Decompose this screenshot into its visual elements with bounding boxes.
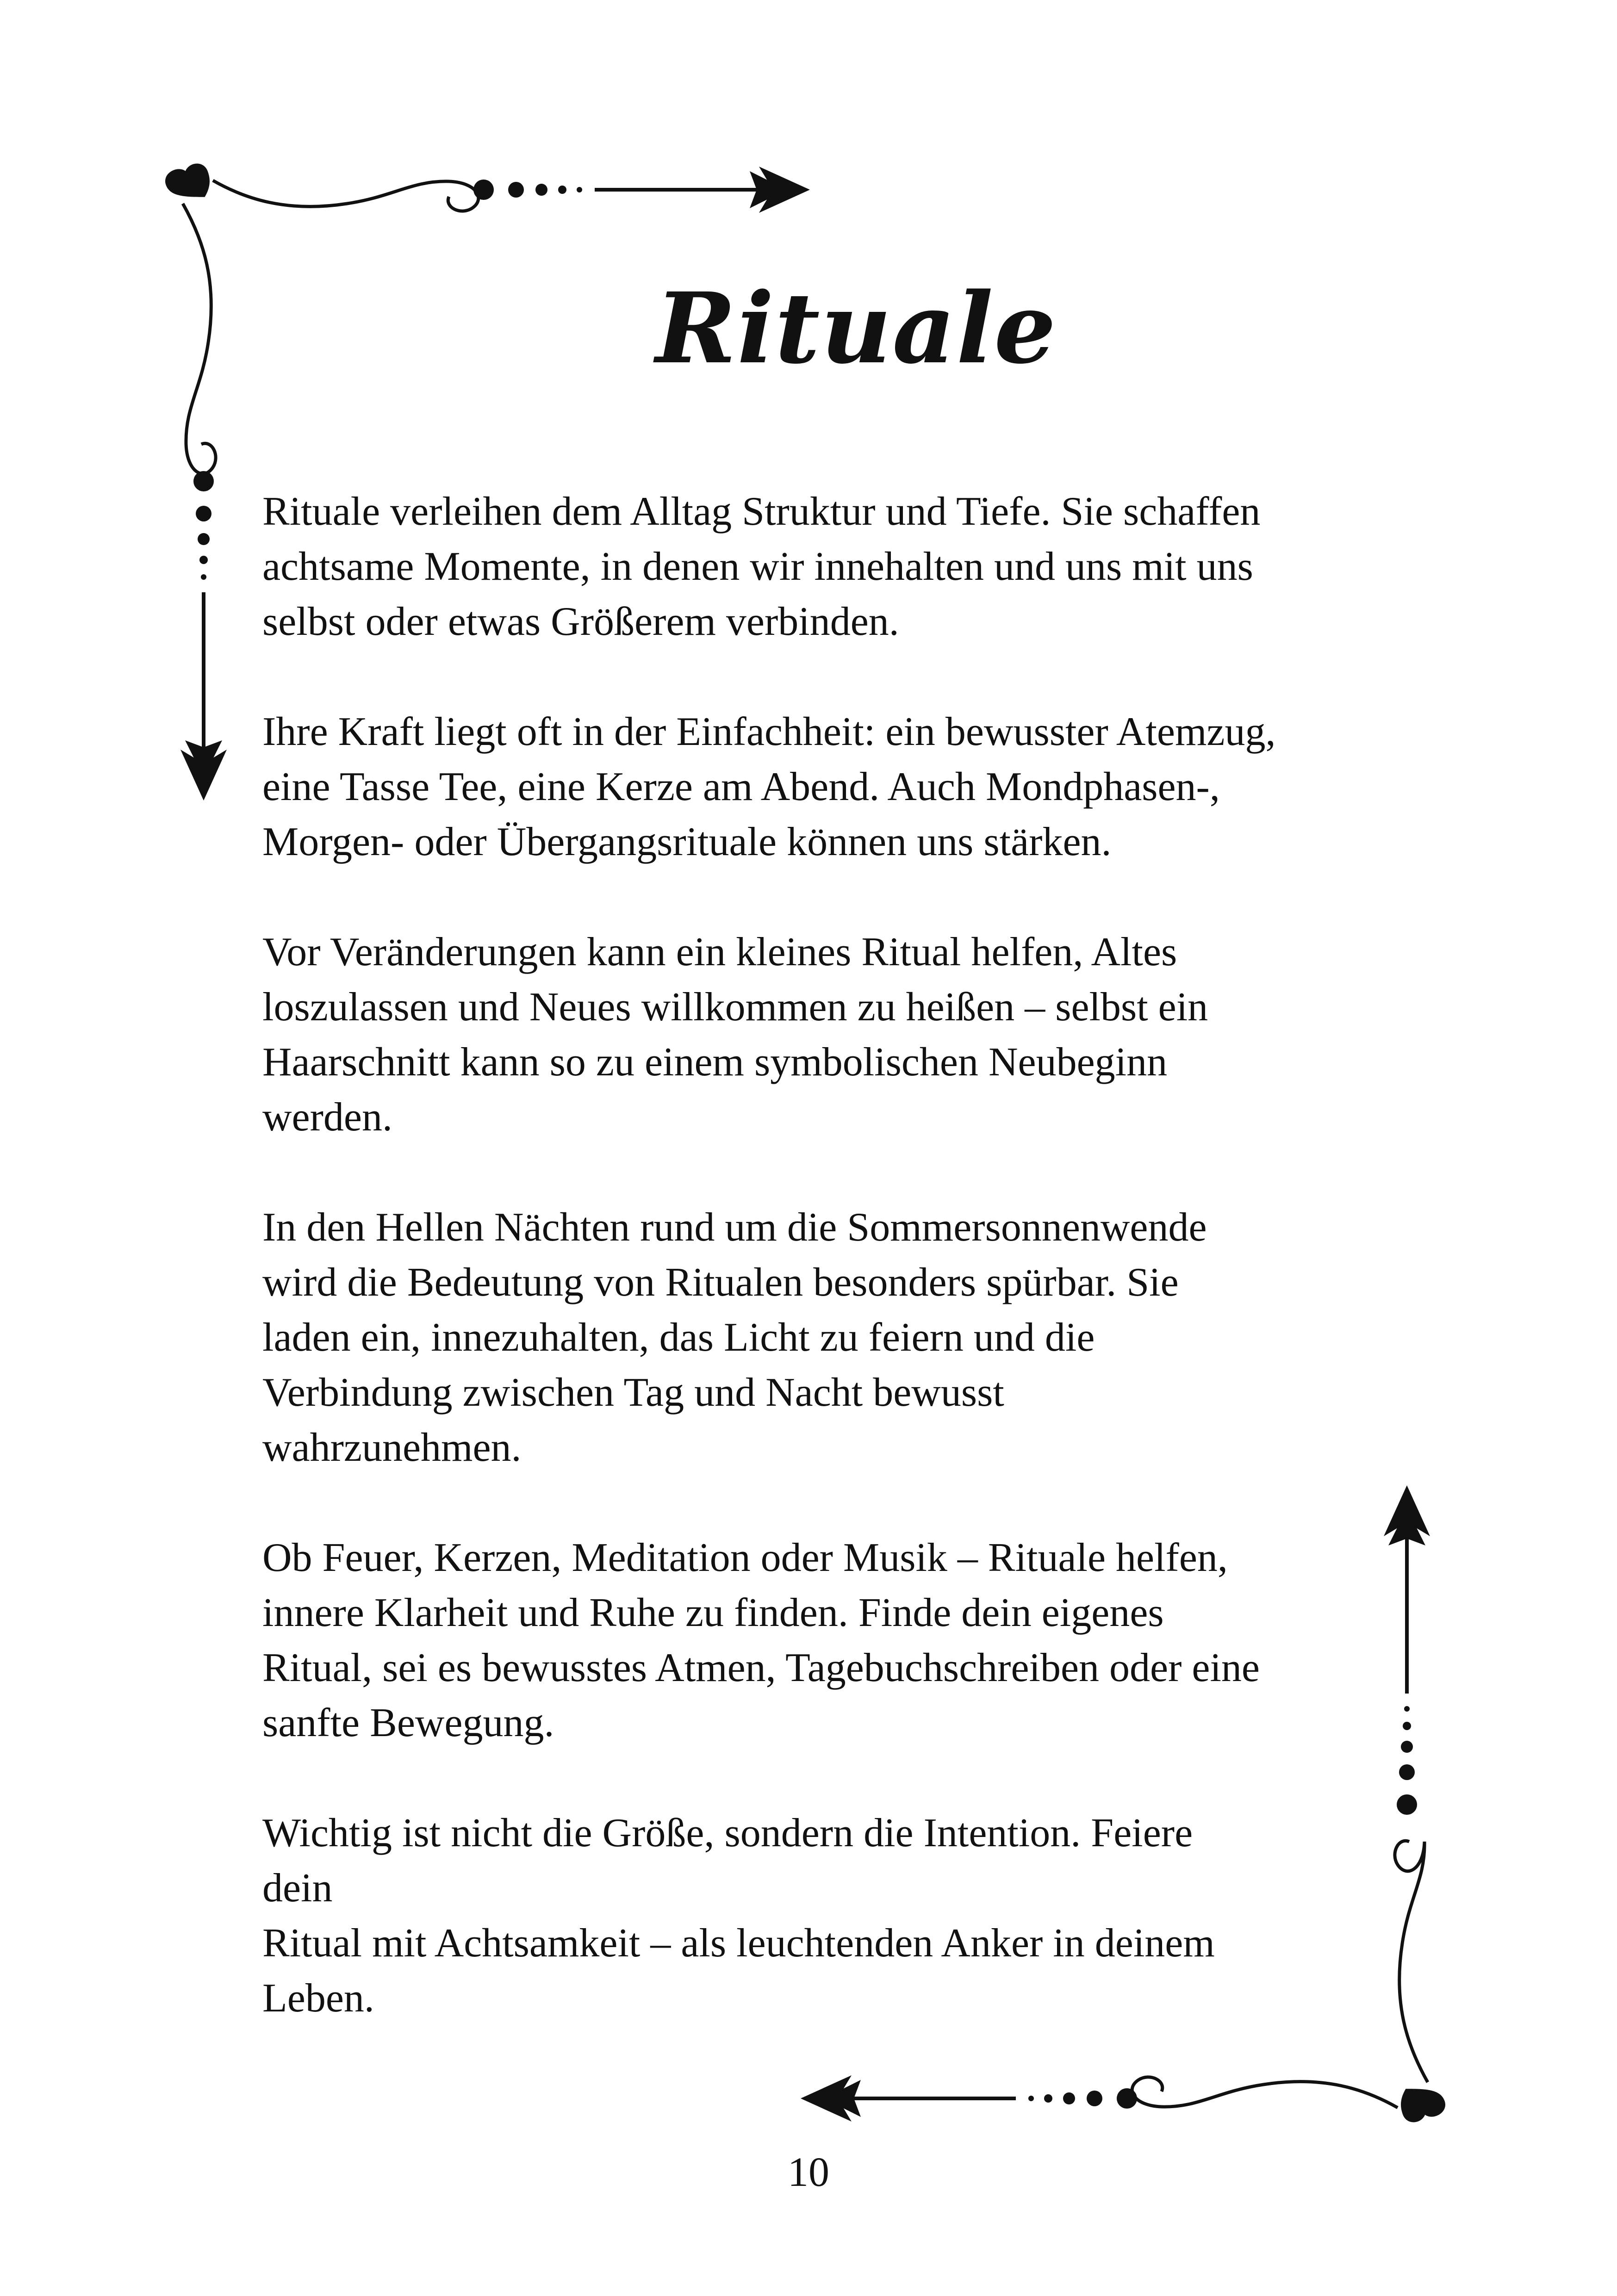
heart-icon [1395, 2078, 1449, 2126]
text-line: Ob Feuer, Kerzen, Meditation oder Musik – Rituale helfen, [262, 1535, 1228, 1580]
text-line: werden. [262, 1095, 392, 1140]
text-line: Ihre Kraft liegt oft in der Einfachheit: ein bewusster Atemzug, [262, 709, 1276, 754]
swirl-line-vertical [183, 204, 216, 474]
text-line: eine Tasse Tee, eine Kerze am Abend. Auch Mondphasen-, [262, 764, 1220, 809]
text-line: Verbindung zwischen Tag und Nacht bewusst [262, 1370, 1004, 1415]
text-line: achtsame Momente, in denen wir innehalten und uns mit uns [262, 544, 1253, 589]
text-line: wahrzunehmen. [262, 1425, 522, 1470]
page-number: 10 [788, 2149, 829, 2195]
text-line: Vor Veränderungen kann ein kleines Ritual helfen, Altes [262, 930, 1177, 974]
corner-ornament-bottom-right-icon [787, 1471, 1481, 2166]
paragraph [262, 704, 1401, 869]
heart-icon [162, 159, 216, 208]
text-line: dein [262, 1866, 333, 1911]
swirl-line-vertical [1395, 1841, 1428, 2082]
text-line: Ritual mit Achtsamkeit – als leuchtenden Anker in deinem [262, 1921, 1215, 1966]
swirl-line-horizontal [1132, 2077, 1398, 2108]
paragraph [262, 1200, 1401, 1475]
text-line: In den Hellen Nächten rund um die Sommersonnenwende [262, 1205, 1207, 1250]
text-line: Ritual, sei es bewusstes Atmen, Tagebuchschreiben oder eine [262, 1645, 1260, 1690]
text-line: innere Klarheit und Ruhe zu finden. Finde dein eigenes [262, 1590, 1164, 1635]
text-line: Rituale verleihen dem Alltag Struktur und Tiefe. Sie schaffen [262, 489, 1261, 534]
page-title: Rituale [655, 271, 1057, 385]
text-line: sanfte Bewegung. [262, 1700, 554, 1745]
text-line: Wichtig ist nicht die Größe, sondern die Intention. Feiere [262, 1811, 1193, 1855]
paragraph [262, 925, 1401, 1145]
text-line: Morgen- oder Übergangsrituale können uns stärken. [262, 819, 1112, 864]
text-line: loszulassen und Neues willkommen zu heißen – selbst ein [262, 985, 1208, 1030]
swirl-line-horizontal [213, 180, 479, 211]
paragraph [262, 484, 1401, 649]
text-line: laden ein, innezuhalten, das Licht zu feiern und die [262, 1315, 1095, 1360]
text-line: wird die Bedeutung von Ritualen besonders spürbar. Sie [262, 1260, 1179, 1305]
text-line: Haarschnitt kann so zu einem symbolischen Neubeginn [262, 1040, 1168, 1085]
text-line: Leben. [262, 1976, 374, 2021]
text-line: selbst oder etwas Größerem verbinden. [262, 599, 899, 644]
